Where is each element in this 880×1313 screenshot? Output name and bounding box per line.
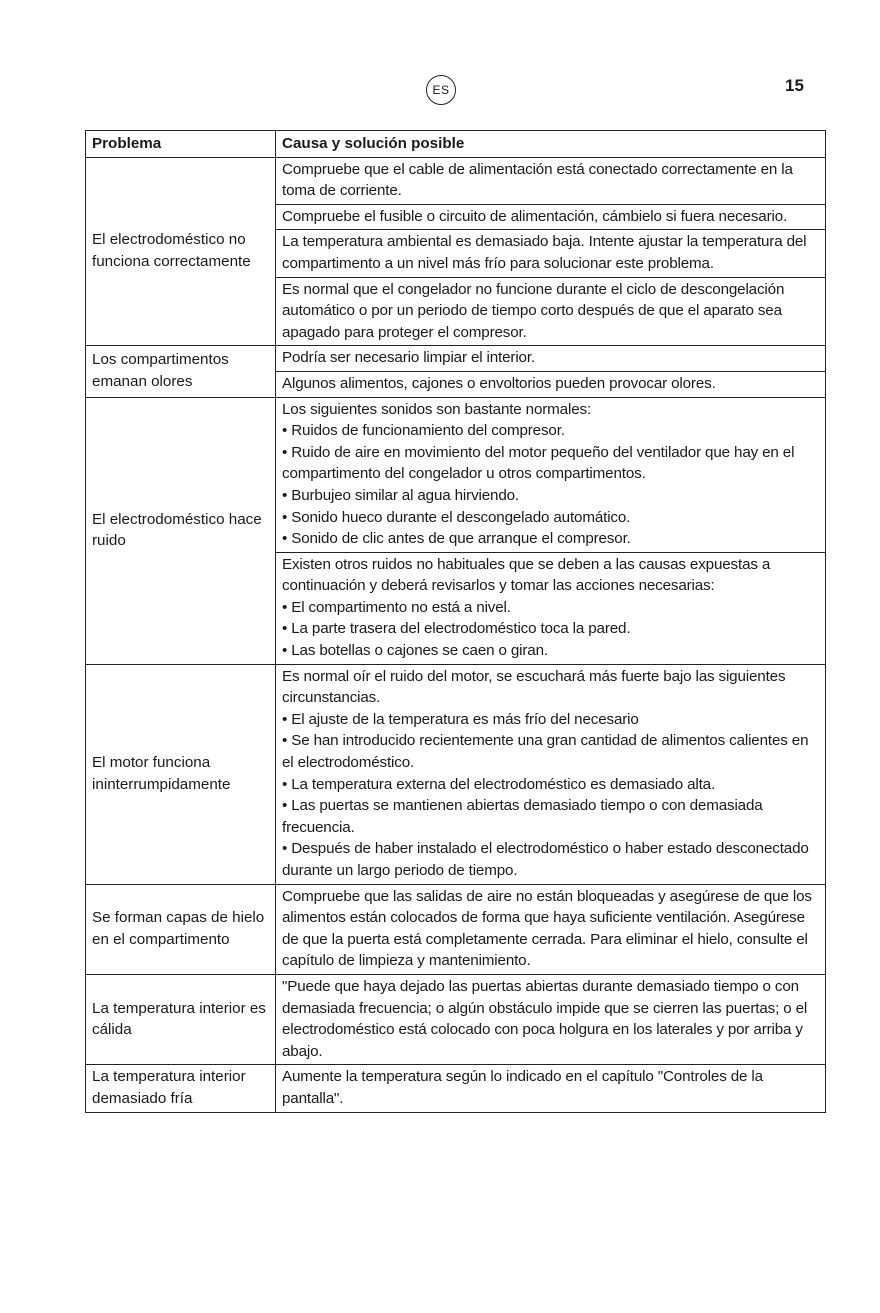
- column-header-cause: Causa y solución posible: [276, 131, 826, 158]
- language-badge: [426, 75, 456, 105]
- cause-text: Podría ser necesario limpiar el interior.: [282, 349, 535, 367]
- cause-cell: [276, 157, 826, 204]
- cause-cell: [276, 230, 826, 277]
- cause-text: Algunos alimentos, cajones o envoltorios pueden provocar olores.: [282, 374, 716, 392]
- cause-cell: [276, 664, 826, 884]
- cause-bullet: • Ruido de aire en movimiento del motor pequeño del ventilador que hay en el compartimento del congelador u otros compartimentos.: [282, 443, 795, 483]
- cause-bullet: • Las puertas se mantienen abiertas demasiado tiempo o con demasiada frecuencia.: [282, 797, 763, 836]
- cause-text: La temperatura ambiental es demasiado baja. Intente ajustar la temperatura del compartimento a un nivel más frío para solucionar este problema.: [282, 233, 807, 272]
- cause-bullet: • El ajuste de la temperatura es más frío del necesario: [282, 710, 639, 728]
- cause-cell: [276, 552, 826, 664]
- table-row: [86, 1065, 826, 1112]
- table-header-row: [86, 131, 826, 158]
- cause-cell: [276, 884, 826, 974]
- table-row: [86, 157, 826, 204]
- problem-cell: Se forman capas de hielo en el compartimento: [86, 884, 276, 974]
- table-row: [86, 346, 826, 372]
- cause-text: Compruebe el fusible o circuito de alimentación, cámbielo si fuera necesario.: [282, 207, 788, 225]
- column-header-problem: Problema: [86, 131, 276, 158]
- cause-cell: [276, 397, 826, 552]
- table-row: [86, 397, 826, 552]
- cause-bullet: • La temperatura externa del electrodoméstico es demasiado alta.: [282, 775, 716, 793]
- cause-bullet: • Sonido de clic antes de que arranque el compresor.: [282, 530, 631, 548]
- cause-text: Compruebe que las salidas de aire no están bloqueadas y asegúrese de que los alimentos están colocados de forma que haya suficiente ventilación. Asegúrese de que la puerta está completamente cerrada. Para eliminar el hielo, consulte el capítulo de limpieza y mantenimiento.: [282, 887, 812, 970]
- cause-text: Aumente la temperatura según lo indicado en el capítulo "Controles de la pantalla".: [282, 1068, 763, 1107]
- problem-cell: El electrodoméstico hace ruido: [86, 397, 276, 664]
- table-row: [86, 664, 826, 884]
- problem-cell: El electrodoméstico no funciona correctamente: [86, 157, 276, 346]
- cause-bullet: • Las botellas o cajones se caen o giran.: [282, 642, 548, 660]
- problem-cell: El motor funciona ininterrumpidamente: [86, 664, 276, 884]
- cause-text: Compruebe que el cable de alimentación está conectado correctamente en la toma de corriente.: [282, 160, 793, 200]
- cause-text: "Puede que haya dejado las puertas abiertas durante demasiado tiempo o con demasiada frecuencia; o algún obstáculo impide que se cierren las puertas; o el electrodoméstico está colocado con poca holgura en los laterales y por arriba y abajo.: [282, 977, 808, 1060]
- cause-text: Existen otros ruidos no habituales que se deben a las causas expuestas a continuación y deberá revisarlos y tomar las acciones necesarias:: [282, 555, 771, 595]
- table-row: [86, 884, 826, 974]
- problem-cell: Los compartimentos emanan olores: [86, 346, 276, 397]
- problem-cell: La temperatura interior es cálida: [86, 974, 276, 1064]
- cause-bullet: • Sonido hueco durante el descongelado automático.: [282, 508, 631, 526]
- cause-cell: [276, 974, 826, 1064]
- cause-bullet: • Burbujeo similar al agua hirviendo.: [282, 486, 519, 504]
- cause-cell: [276, 1065, 826, 1112]
- language-code: ES: [432, 83, 450, 97]
- cause-text: Los siguientes sonidos son bastante normales:: [282, 400, 592, 418]
- page-number: 15: [785, 76, 804, 95]
- cause-bullet: • El compartimento no está a nivel.: [282, 598, 511, 616]
- cause-bullet: • Se han introducido recientemente una gran cantidad de alimentos calientes en el electrodoméstico.: [282, 732, 809, 772]
- cause-cell: [276, 346, 826, 372]
- cause-cell: [276, 277, 826, 346]
- table-body: [86, 157, 826, 1112]
- problem-cell: La temperatura interior demasiado fría: [86, 1065, 276, 1112]
- table-row: [86, 974, 826, 1064]
- cause-text: Es normal que el congelador no funcione durante el ciclo de descongelación automático o por un periodo de tiempo corto después de que el aparato sea apagado para proteger el compresor.: [282, 280, 785, 341]
- cause-cell: [276, 371, 826, 397]
- cause-bullet: • La parte trasera del electrodoméstico toca la pared.: [282, 620, 631, 638]
- troubleshooting-table: [85, 130, 826, 1113]
- cause-cell: [276, 204, 826, 230]
- cause-text: Es normal oír el ruido del motor, se escuchará más fuerte bajo las siguientes circunstancias.: [282, 667, 786, 707]
- cause-bullet: • Ruidos de funcionamiento del compresor.: [282, 422, 565, 440]
- cause-bullet: • Después de haber instalado el electrodoméstico o haber estado desconectado durante un largo periodo de tiempo.: [282, 840, 809, 879]
